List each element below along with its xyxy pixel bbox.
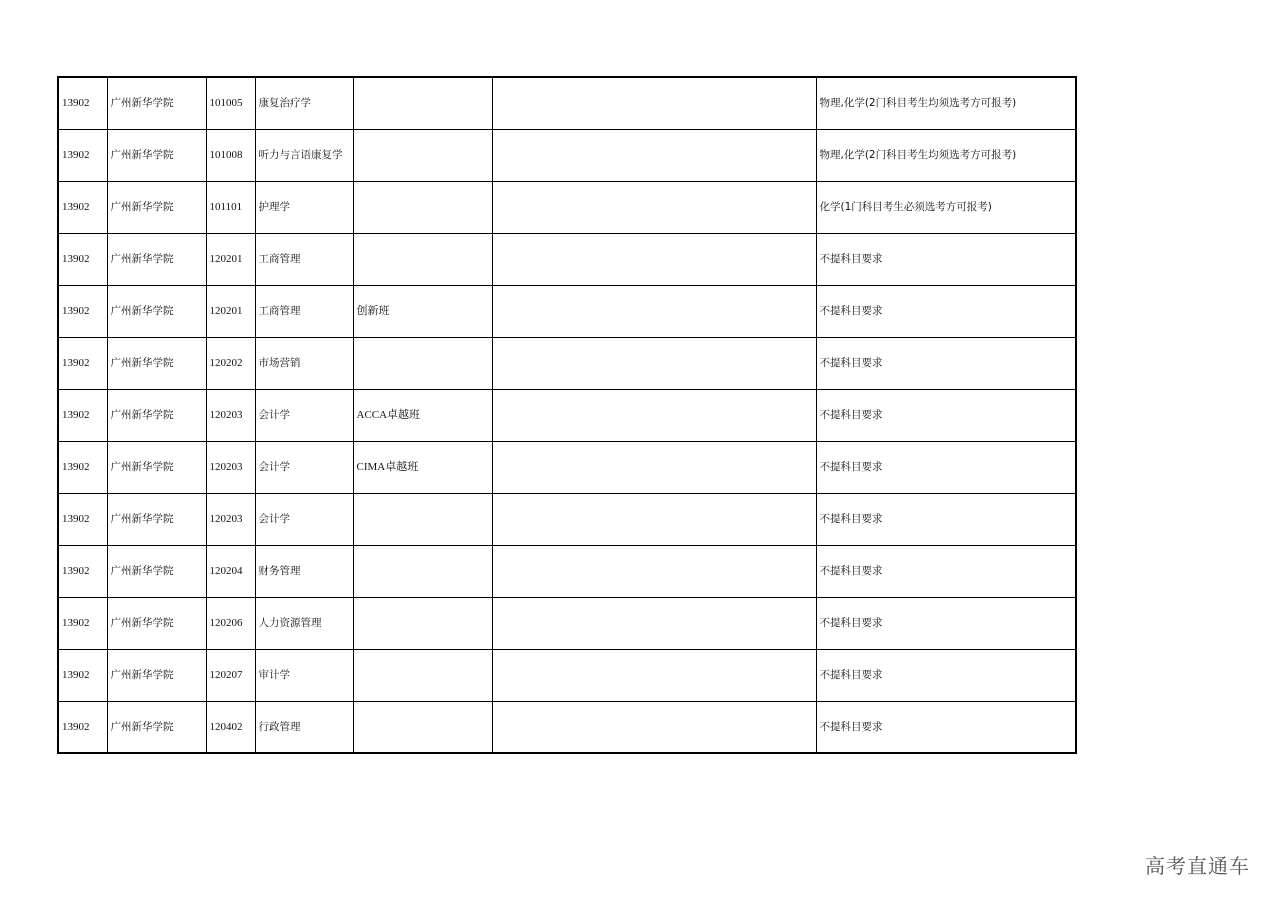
school-name-cell: 广州新华学院: [107, 649, 206, 701]
subject-requirements-table: [57, 76, 1077, 754]
school-name-cell: 广州新华学院: [107, 389, 206, 441]
blank-cell: [492, 701, 816, 753]
school-code-cell: 13902: [58, 181, 107, 233]
major-note-cell: [353, 233, 492, 285]
school-code-cell: 13902: [58, 493, 107, 545]
subject-requirement-cell: 不提科目要求: [816, 649, 1076, 701]
school-name-cell: 广州新华学院: [107, 597, 206, 649]
subject-requirement-cell: 物理,化学(2门科目考生均须选考方可报考): [816, 129, 1076, 181]
school-name-cell: 广州新华学院: [107, 181, 206, 233]
major-code-cell: 120203: [206, 389, 255, 441]
major-note-cell: CIMA卓越班: [353, 441, 492, 493]
school-name-cell: 广州新华学院: [107, 129, 206, 181]
subject-requirement-cell: 物理,化学(2门科目考生均须选考方可报考): [816, 77, 1076, 129]
major-name-cell: 会计学: [255, 441, 353, 493]
school-name-cell: 广州新华学院: [107, 545, 206, 597]
major-code-cell: 120402: [206, 701, 255, 753]
subject-requirement-cell: 不提科目要求: [816, 337, 1076, 389]
major-name-cell: 财务管理: [255, 545, 353, 597]
subject-requirement-cell: 不提科目要求: [816, 597, 1076, 649]
subject-requirement-cell: 不提科目要求: [816, 233, 1076, 285]
blank-cell: [492, 649, 816, 701]
subject-requirement-cell: 化学(1门科目考生必须选考方可报考): [816, 181, 1076, 233]
major-code-cell: 120207: [206, 649, 255, 701]
table-row: [58, 545, 1076, 597]
school-code-cell: 13902: [58, 337, 107, 389]
major-note-cell: [353, 545, 492, 597]
table-row: [58, 233, 1076, 285]
blank-cell: [492, 337, 816, 389]
school-name-cell: 广州新华学院: [107, 77, 206, 129]
subject-requirement-cell: 不提科目要求: [816, 493, 1076, 545]
major-code-cell: 120206: [206, 597, 255, 649]
subject-requirement-cell: 不提科目要求: [816, 441, 1076, 493]
major-note-cell: [353, 649, 492, 701]
blank-cell: [492, 389, 816, 441]
major-note-cell: [353, 597, 492, 649]
major-name-cell: 工商管理: [255, 233, 353, 285]
major-name-cell: 康复治疗学: [255, 77, 353, 129]
major-note-cell: [353, 181, 492, 233]
table-body: [58, 77, 1076, 753]
table-row: [58, 337, 1076, 389]
school-name-cell: 广州新华学院: [107, 441, 206, 493]
school-code-cell: 13902: [58, 545, 107, 597]
table-row: [58, 597, 1076, 649]
major-note-cell: [353, 129, 492, 181]
blank-cell: [492, 129, 816, 181]
major-name-cell: 会计学: [255, 493, 353, 545]
major-note-cell: ACCA卓越班: [353, 389, 492, 441]
blank-cell: [492, 285, 816, 337]
major-code-cell: 120201: [206, 233, 255, 285]
major-note-cell: [353, 493, 492, 545]
major-code-cell: 101005: [206, 77, 255, 129]
school-name-cell: 广州新华学院: [107, 493, 206, 545]
school-code-cell: 13902: [58, 233, 107, 285]
school-code-cell: 13902: [58, 701, 107, 753]
school-name-cell: 广州新华学院: [107, 701, 206, 753]
blank-cell: [492, 233, 816, 285]
major-name-cell: 审计学: [255, 649, 353, 701]
table-row: [58, 129, 1076, 181]
major-code-cell: 101101: [206, 181, 255, 233]
blank-cell: [492, 597, 816, 649]
school-name-cell: 广州新华学院: [107, 285, 206, 337]
major-code-cell: 120204: [206, 545, 255, 597]
table-row: [58, 77, 1076, 129]
blank-cell: [492, 441, 816, 493]
subject-requirement-cell: 不提科目要求: [816, 389, 1076, 441]
watermark-logo-text: 高考直通车: [1145, 854, 1250, 878]
school-code-cell: 13902: [58, 649, 107, 701]
school-code-cell: 13902: [58, 77, 107, 129]
school-code-cell: 13902: [58, 441, 107, 493]
blank-cell: [492, 493, 816, 545]
major-name-cell: 会计学: [255, 389, 353, 441]
table-row: [58, 649, 1076, 701]
major-name-cell: 工商管理: [255, 285, 353, 337]
major-code-cell: 120203: [206, 493, 255, 545]
table-row: [58, 181, 1076, 233]
blank-cell: [492, 77, 816, 129]
school-code-cell: 13902: [58, 285, 107, 337]
major-name-cell: 护理学: [255, 181, 353, 233]
major-note-cell: [353, 337, 492, 389]
major-note-cell: [353, 77, 492, 129]
subject-requirement-cell: 不提科目要求: [816, 285, 1076, 337]
major-name-cell: 行政管理: [255, 701, 353, 753]
table-row: [58, 441, 1076, 493]
school-name-cell: 广州新华学院: [107, 233, 206, 285]
table-row: [58, 285, 1076, 337]
subject-requirement-cell: 不提科目要求: [816, 545, 1076, 597]
major-code-cell: 120203: [206, 441, 255, 493]
major-code-cell: 120202: [206, 337, 255, 389]
major-note-cell: [353, 701, 492, 753]
school-code-cell: 13902: [58, 389, 107, 441]
blank-cell: [492, 181, 816, 233]
table-row: [58, 701, 1076, 753]
major-code-cell: 101008: [206, 129, 255, 181]
table-row: [58, 389, 1076, 441]
school-code-cell: 13902: [58, 597, 107, 649]
school-name-cell: 广州新华学院: [107, 337, 206, 389]
major-name-cell: 听力与言语康复学: [255, 129, 353, 181]
major-note-cell: 创新班: [353, 285, 492, 337]
subject-requirement-cell: 不提科目要求: [816, 701, 1076, 753]
blank-cell: [492, 545, 816, 597]
school-code-cell: 13902: [58, 129, 107, 181]
major-code-cell: 120201: [206, 285, 255, 337]
table-row: [58, 493, 1076, 545]
major-name-cell: 市场营销: [255, 337, 353, 389]
major-name-cell: 人力资源管理: [255, 597, 353, 649]
